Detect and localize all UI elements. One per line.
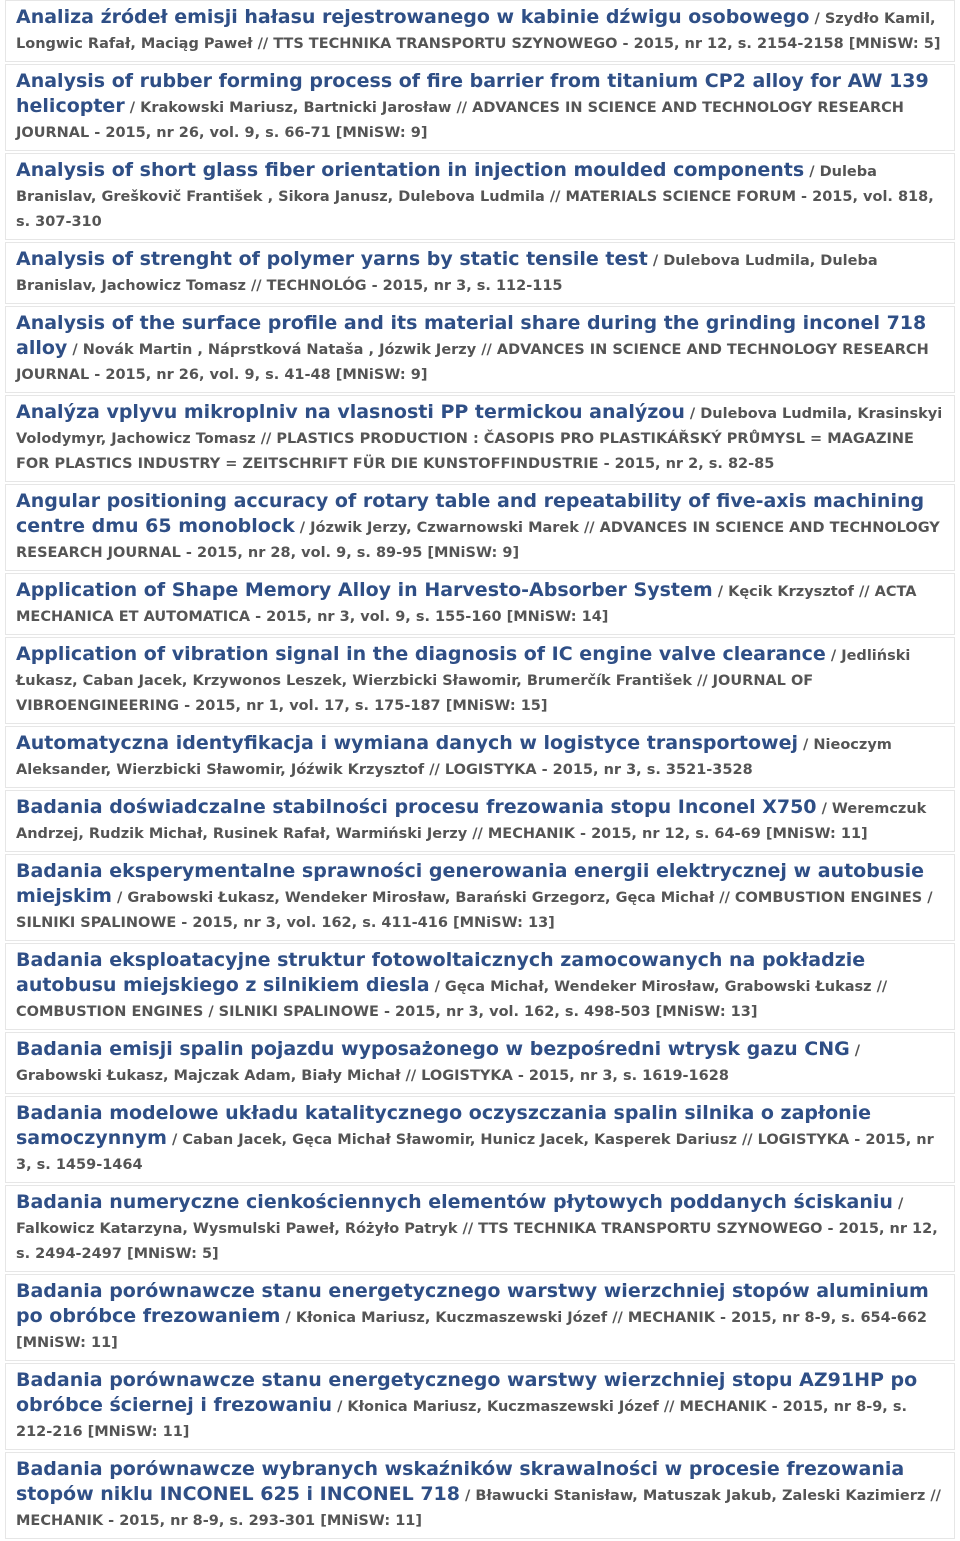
publication-details: / Krakowski Mariusz, Bartnicki Jarosław // ADVANCES IN SCIENCE AND TECHNOLOGY RESEARCH JOURNAL - 2015, nr 26, vol. 9, s. 66-71 [MNiSW: 9] [16, 100, 904, 141]
publication-details: / Grabowski Łukasz, Majczak Adam, Biały Michał // LOGISTYKA - 2015, nr 3, s. 1619-1628 [16, 1043, 861, 1084]
publication-title-link[interactable]: Badania eksploatacyjne struktur fotowoltaicznych zamocowanych na pokładzie autobusu miejskiego z silnikiem diesla [16, 949, 866, 996]
publication-details: / Kęcik Krzysztof // ACTA MECHANICA ET AUTOMATICA - 2015, nr 3, vol. 9, s. 155-160 [MNiSW: 14] [16, 584, 917, 625]
publication-title-link[interactable]: Analysis of strenght of polymer yarns by static tensile test [16, 248, 648, 270]
publication-entry [5, 1032, 955, 1094]
publication-details: / Grabowski Łukasz, Wendeker Mirosław, Barański Grzegorz, Gęca Michał // COMBUSTION ENGINES / SILNIKI SPALINOWE - 2015, nr 3, vol. 162, s. 411-416 [MNiSW: 13] [16, 890, 933, 931]
publication-details: / Dulebova Ludmila, Duleba Branislav, Jachowicz Tomasz // TECHNOLÓG - 2015, nr 3, s. 112-115 [16, 253, 878, 294]
publication-entry [5, 573, 955, 635]
publication-title-link[interactable]: Application of vibration signal in the diagnosis of IC engine valve clearance [16, 643, 826, 665]
publication-title-link[interactable]: Analysis of the surface profile and its material share during the grinding inconel 718 alloy [16, 312, 927, 359]
publication-entry [5, 943, 955, 1030]
publication-title-link[interactable]: Automatyczna identyfikacja i wymiana danych w logistyce transportowej [16, 732, 798, 754]
publication-list [5, 0, 955, 1541]
publication-title-link[interactable]: Analýza vplyvu mikroplniv na vlasnosti PP termickou analýzou [16, 401, 685, 423]
publication-title-link[interactable]: Badania emisji spalin pojazdu wyposażonego w bezpośredni wtrysk gazu CNG [16, 1038, 850, 1060]
publication-entry [5, 242, 955, 304]
publication-title-link[interactable]: Analiza źródeł emisji hałasu rejestrowanego w kabinie dźwigu osobowego [16, 6, 810, 28]
publication-title-link[interactable]: Angular positioning accuracy of rotary table and repeatability of five-axis machining centre dmu 65 monoblock [16, 490, 925, 537]
publication-entry [5, 484, 955, 571]
publication-details: / Jedliński Łukasz, Caban Jacek, Krzywonos Leszek, Wierzbicki Sławomir, Brumerčík František // JOURNAL OF VIBROENGINEERING - 2015, nr 1, vol. 17, s. 175-187 [MNiSW: 15] [16, 648, 911, 714]
publication-entry [5, 1363, 955, 1450]
publication-entry [5, 1096, 955, 1183]
publication-entry [5, 0, 955, 62]
publication-entry [5, 637, 955, 724]
publication-details: / Bławucki Stanisław, Matuszak Jakub, Zaleski Kazimierz // MECHANIK - 2015, nr 8-9, s. 293-301 [MNiSW: 11] [16, 1488, 941, 1529]
publication-title-link[interactable]: Badania numeryczne cienkościennych elementów płytowych poddanych ściskaniu [16, 1191, 893, 1213]
publication-details: / Dulebova Ludmila, Krasinskyi Volodymyr, Jachowicz Tomasz // PLASTICS PRODUCTION : ČASOPIS PRO PLASTIKÁŘSKÝ PRŮMYSL = MAGAZINE FOR PLASTICS INDUSTRY = ZEITSCHRIFT FÜR DIE KUNSTOFFINDUSTRIE - 2015, nr 2, s. 82-85 [16, 406, 943, 472]
publication-title-link[interactable]: Analysis of rubber forming process of fire barrier from titanium CP2 alloy for AW 139 helicopter [16, 70, 929, 117]
publication-entry [5, 1274, 955, 1361]
publication-entry [5, 1185, 955, 1272]
publication-entry [5, 64, 955, 151]
publication-entry [5, 726, 955, 788]
publication-details: / Nieoczym Aleksander, Wierzbicki Sławomir, Jóźwik Krzysztof // LOGISTYKA - 2015, nr 3, s. 3521-3528 [16, 737, 892, 778]
publication-details: / Weremczuk Andrzej, Rudzik Michał, Rusinek Rafał, Warmiński Jerzy // MECHANIK - 2015, nr 12, s. 64-69 [MNiSW: 11] [16, 801, 927, 842]
publication-title-link[interactable]: Analysis of short glass fiber orientation in injection moulded components [16, 159, 805, 181]
publication-details: / Duleba Branislav, Greškovič František , Sikora Janusz, Dulebova Ludmila // MATERIALS SCIENCE FORUM - 2015, vol. 818, s. 307-310 [16, 164, 934, 230]
publication-title-link[interactable]: Badania eksperymentalne sprawności generowania energii elektrycznej w autobusie miejskim [16, 860, 925, 907]
publication-title-link[interactable]: Badania modelowe układu katalitycznego oczyszczania spalin silnika o zapłonie samoczynnym [16, 1102, 872, 1149]
publication-title-link[interactable]: Application of Shape Memory Alloy in Harvesto-Absorber System [16, 579, 713, 601]
publication-entry [5, 1452, 955, 1539]
publication-title-link[interactable]: Badania doświadczalne stabilności procesu frezowania stopu Inconel X750 [16, 796, 817, 818]
publication-details: / Józwik Jerzy, Czwarnowski Marek // ADVANCES IN SCIENCE AND TECHNOLOGY RESEARCH JOURNAL - 2015, nr 28, vol. 9, s. 89-95 [MNiSW: 9] [16, 520, 940, 561]
publication-details: / Kłonica Mariusz, Kuczmaszewski Józef // MECHANIK - 2015, nr 8-9, s. 654-662 [MNiSW: 11] [16, 1310, 928, 1351]
publication-title-link[interactable]: Badania porównawcze wybranych wskaźników skrawalności w procesie frezowania stopów niklu INCONEL 625 i INCONEL 718 [16, 1458, 905, 1505]
publication-entry [5, 306, 955, 393]
publication-entry [5, 395, 955, 482]
publication-details: / Novák Martin , Náprstková Nataša , Józwik Jerzy // ADVANCES IN SCIENCE AND TECHNOLOGY RESEARCH JOURNAL - 2015, nr 26, vol. 9, s. 41-48 [MNiSW: 9] [16, 342, 929, 383]
publication-details: / Szydło Kamil, Longwic Rafał, Maciąg Paweł // TTS TECHNIKA TRANSPORTU SZYNOWEGO - 2015, nr 12, s. 2154-2158 [MNiSW: 5] [16, 11, 941, 52]
publication-details: / Caban Jacek, Gęca Michał Sławomir, Hunicz Jacek, Kasperek Dariusz // LOGISTYKA - 2015, nr 3, s. 1459-1464 [16, 1132, 934, 1173]
publication-entry [5, 854, 955, 941]
publication-title-link[interactable]: Badania porównawcze stanu energetycznego warstwy wierzchniej stopu AZ91HP po obróbce ściernej i frezowaniu [16, 1369, 918, 1416]
publication-details: / Falkowicz Katarzyna, Wysmulski Paweł, Różyło Patryk // TTS TECHNIKA TRANSPORTU SZYNOWEGO - 2015, nr 12, s. 2494-2497 [MNiSW: 5] [16, 1196, 938, 1262]
publication-entry [5, 790, 955, 852]
publication-title-link[interactable]: Badania porównawcze stanu energetycznego warstwy wierzchniej stopów aluminium po obróbce frezowaniem [16, 1280, 929, 1327]
publication-details: / Kłonica Mariusz, Kuczmaszewski Józef // MECHANIK - 2015, nr 8-9, s. 212-216 [MNiSW: 11] [16, 1399, 907, 1440]
publication-details: / Gęca Michał, Wendeker Mirosław, Grabowski Łukasz // COMBUSTION ENGINES / SILNIKI SPALINOWE - 2015, nr 3, vol. 162, s. 498-503 [MNiSW: 13] [16, 979, 888, 1020]
publication-entry [5, 153, 955, 240]
